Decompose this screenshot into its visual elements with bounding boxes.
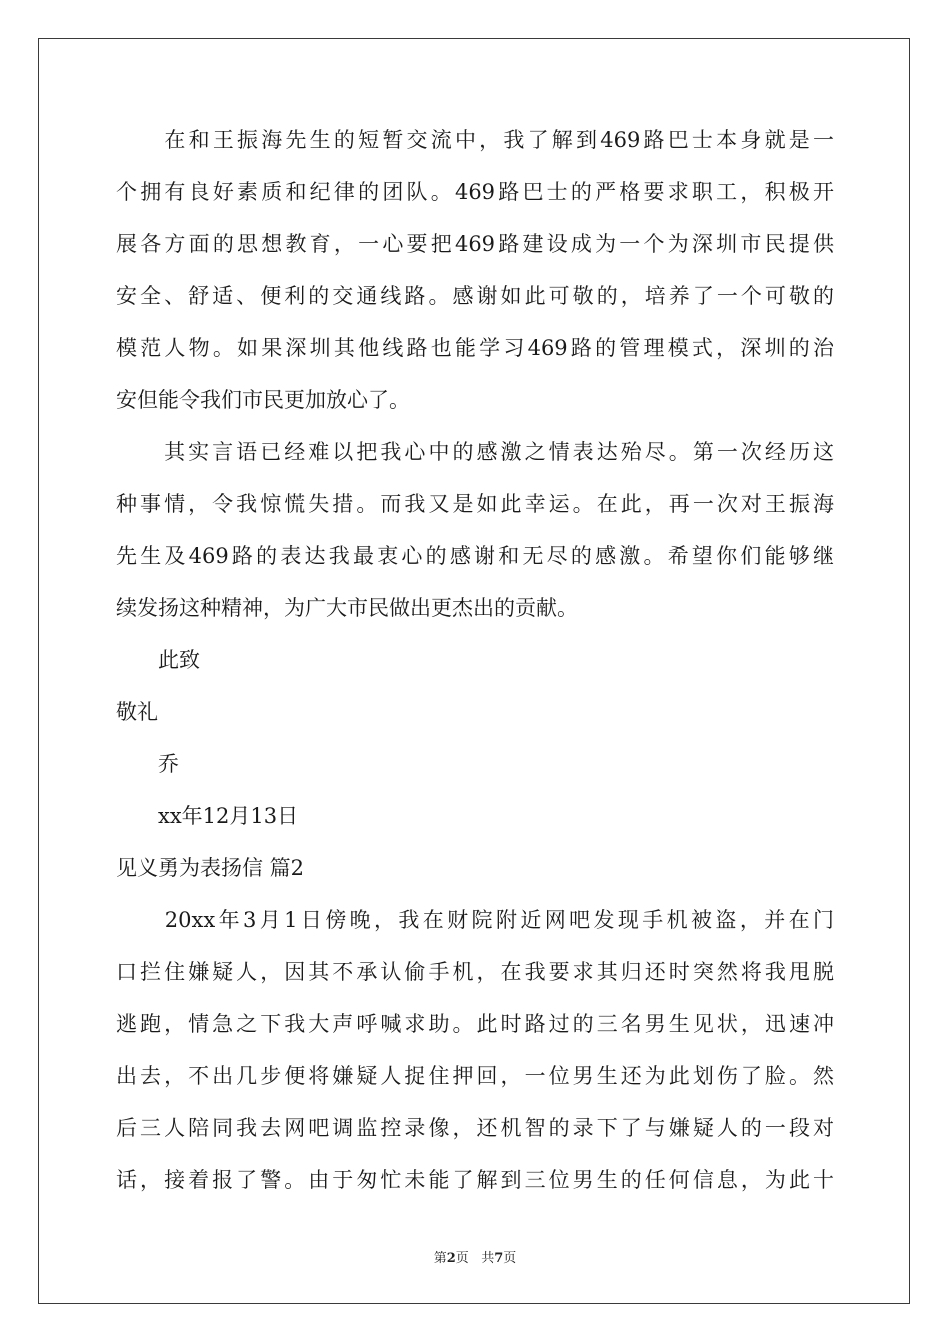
text-line: 模范人物。如果深圳其他线路也能学习469路的管理模式，深圳的治 (116, 336, 834, 360)
page-prefix: 第 (433, 1251, 447, 1266)
text-line: 其实言语已经难以把我心中的感激之情表达殆尽。第一次经历这 (116, 440, 834, 464)
text-line: 后三人陪同我去网吧调监控录像，还机智的录下了与嫌疑人的一段对 (116, 1116, 834, 1140)
text-line: 安全、舒适、便利的交通线路。感谢如此可敬的，培养了一个可敬的 (116, 284, 834, 308)
text-line: 展各方面的思想教育，一心要把469路建设成为一个为深圳市民提供 (116, 232, 834, 256)
salutation-closing: 此致 (116, 648, 200, 672)
page-number: 2 (446, 1251, 456, 1266)
text-line: 续发扬这种精神，为广大市民做出更杰出的贡献。 (116, 596, 578, 620)
text-line: 个拥有良好素质和纪律的团队。469路巴士的严格要求职工，积极开 (116, 180, 834, 204)
total-suffix: 页 (503, 1251, 517, 1266)
text-line: 在和王振海先生的短暂交流中，我了解到469路巴士本身就是一 (116, 128, 834, 152)
text-line: 先生及469路的表达我最衷心的感谢和无尽的感激。希望你们能够继 (116, 544, 834, 568)
signature-date: xx年12月13日 (116, 804, 299, 828)
total-prefix: 共 (481, 1251, 495, 1266)
section-heading: 见义勇为表扬信 篇2 (116, 856, 305, 880)
salutation-regards: 敬礼 (116, 700, 158, 724)
text-line: 种事情，令我惊慌失措。而我又是如此幸运。在此，再一次对王振海 (116, 492, 834, 516)
text-line: 口拦住嫌疑人，因其不承认偷手机，在我要求其归还时突然将我甩脱 (116, 960, 834, 984)
text-line: 逃跑，情急之下我大声呼喊求助。此时路过的三名男生见状，迅速冲 (116, 1012, 834, 1036)
text-line: 出去，不出几步便将嫌疑人捉住押回，一位男生还为此划伤了脸。然 (116, 1064, 834, 1088)
total-pages: 7 (494, 1251, 504, 1266)
page-suffix: 页 (455, 1251, 469, 1266)
text-line: 话，接着报了警。由于匆忙未能了解到三位男生的任何信息，为此十 (116, 1168, 834, 1192)
signature-name: 乔 (116, 752, 179, 776)
page-footer (0, 1247, 950, 1266)
text-line: 安但能令我们市民更加放心了。 (116, 388, 410, 412)
text-line: 20xx年3月1日傍晚，我在财院附近网吧发现手机被盗，并在门 (116, 908, 834, 932)
